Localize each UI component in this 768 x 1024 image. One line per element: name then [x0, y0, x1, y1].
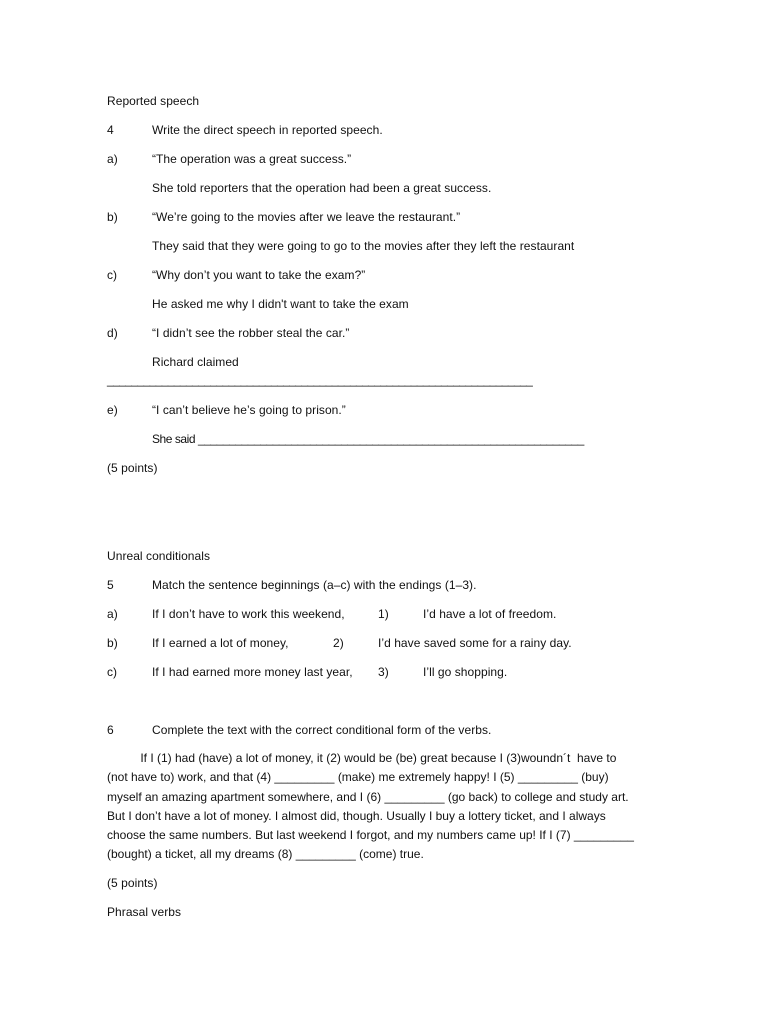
item-quote: “We’re going to the movies after we leave the restaurant.” — [152, 210, 461, 224]
task-number: 6 — [107, 723, 114, 737]
section-heading-unreal-conditionals: Unreal conditionals — [107, 549, 211, 563]
section-heading-reported-speech: Reported speech — [107, 94, 200, 108]
match-beginning: If I don’t have to work this weekend, — [152, 607, 345, 621]
item-answer: They said that they were going to go to the movies after they left the restaurant — [152, 239, 575, 253]
task-instruction: Write the direct speech in reported speech. — [152, 123, 383, 137]
item-letter: d) — [107, 326, 118, 340]
item-letter: e) — [107, 403, 118, 417]
item-quote: “I can’t believe he’s going to prison.” — [152, 403, 346, 417]
paragraph-line: But I don’t have a lot of money. I almost did, though. Usually I buy a lottery ticket, and I always — [107, 808, 606, 823]
task-number: 4 — [107, 123, 114, 137]
match-beginning: If I had earned more money last year, — [152, 665, 353, 679]
match-ending: I’ll go shopping. — [423, 665, 508, 679]
paragraph-line[interactable]: (not have to) work, and that (4) _________ (make) me extremely happy! I (5) _________ (buy) — [107, 770, 609, 785]
match-number: 2) — [333, 636, 344, 650]
item-letter: c) — [107, 268, 118, 282]
match-ending: I’d have a lot of freedom. — [423, 607, 557, 621]
match-letter: a) — [107, 607, 118, 621]
match-letter: b) — [107, 636, 118, 650]
item-letter: b) — [107, 210, 118, 224]
item-quote: “Why don’t you want to take the exam?” — [152, 268, 366, 282]
paragraph-line[interactable]: myself an amazing apartment somewhere, and I (6) _________ (go back) to college and study art. — [107, 789, 629, 804]
answer-blank-line[interactable]: ______________________________________________________________________ — [107, 373, 533, 387]
points-label: (5 points) — [107, 461, 158, 475]
item-answer: Richard claimed — [152, 355, 239, 369]
match-letter: c) — [107, 665, 118, 679]
match-ending: I’d have saved some for a rainy day. — [378, 636, 572, 650]
task-instruction: Match the sentence beginnings (a–c) with the endings (1–3). — [152, 578, 477, 592]
points-label: (5 points) — [107, 876, 158, 890]
paragraph-line[interactable]: (bought) a ticket, all my dreams (8) _________ (come) true. — [107, 847, 424, 862]
section-heading-phrasal-verbs: Phrasal verbs — [107, 905, 182, 919]
item-answer[interactable]: She said ______________________________________________________________ — [152, 432, 584, 446]
item-answer: She told reporters that the operation had been a great success. — [152, 181, 492, 195]
item-quote: “I didn’t see the robber steal the car.” — [152, 326, 350, 340]
item-answer: He asked me why I didn't want to take the exam — [152, 297, 409, 311]
item-letter: a) — [107, 152, 118, 166]
cloze-paragraph — [107, 749, 667, 865]
paragraph-line[interactable]: choose the same numbers. But last weekend I forgot, and my numbers came up! If I (7) _________ — [107, 828, 634, 843]
task-number: 5 — [107, 578, 114, 592]
paragraph-line[interactable]: If I (1) had (have) a lot of money, it (2) would be (be) great because I (3)woundn´t have to — [107, 751, 617, 765]
match-number: 1) — [378, 607, 389, 621]
match-beginning: If I earned a lot of money, — [152, 636, 289, 650]
task-instruction: Complete the text with the correct conditional form of the verbs. — [152, 723, 492, 737]
item-quote: “The operation was a great success.” — [152, 152, 352, 166]
match-number: 3) — [378, 665, 389, 679]
